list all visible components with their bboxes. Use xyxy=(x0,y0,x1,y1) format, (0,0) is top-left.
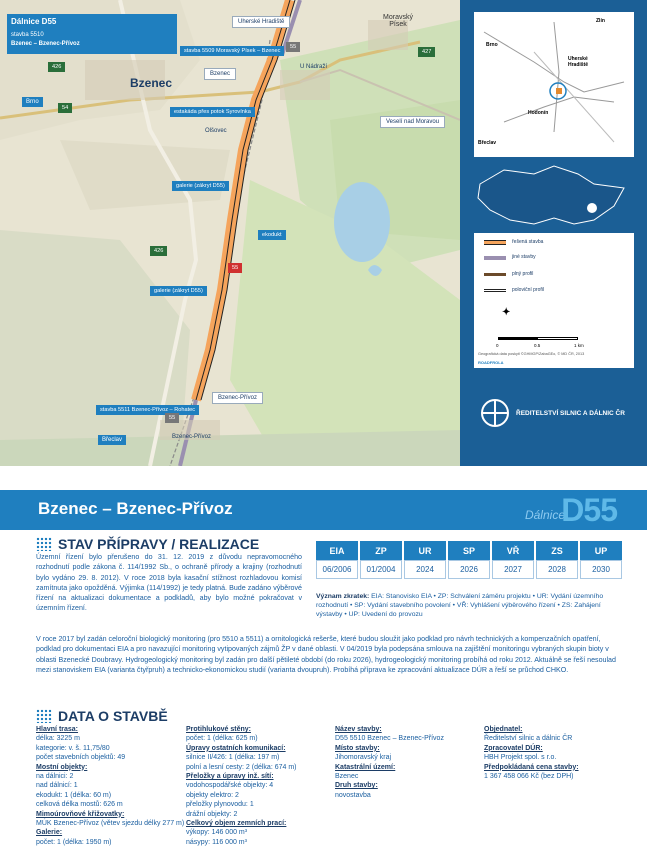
phase-h-6: UP xyxy=(580,541,622,560)
inset-hodonin: Hodonín xyxy=(528,110,549,116)
map-header-sub1: stavba 5510 xyxy=(11,32,44,38)
phase-v-3: 2026 xyxy=(448,560,490,579)
phase-table xyxy=(314,541,624,579)
inset-brno: Brno xyxy=(486,42,498,48)
phase-h-1: ZP xyxy=(360,541,402,560)
town-bzenec: Bzenec xyxy=(130,76,173,90)
c2-l8: výkopy: 146 000 m³ xyxy=(186,829,248,837)
inset-zlin: Zlín xyxy=(596,18,605,24)
phase-v-4: 2027 xyxy=(492,560,534,579)
road-427: 427 xyxy=(418,47,435,57)
legend-2: jiné stavby xyxy=(512,254,536,260)
legend xyxy=(474,233,634,368)
c3-l4: novostavba xyxy=(335,791,371,799)
stav-text-2: V roce 2017 byl zadán celoroční biologický monitoring (pro 5510 a 5511) a ornitologická rešerše, které budou sloužit jako podklad pro návrh technických a kompenzačních opatření, podklad pro dokumentaci EIA a pro navazující monitoring vytipovaných zájmů ŽP v dané oblasti. V 04/2019 byla podepsána smlouva na zajištění monitoringu vybraných skupin bioty v oblasti Bzenecké Doubravy. Hydrogeologický monitoring byl zadán pro další pětileté období (do roku 2026), hydrogeologický monitoring probíhá od roku 2012. Aktuálně se řeší nesoulad mezi stanoviskem EIA (varianta čtyřpruh) a technicko-ekonomickou studií (varianta dvoupruh). Probíhá příprava ke zpracování aktualizace DÚR a řeší se průchod CHKO. xyxy=(36,635,616,674)
c2-h3: Přeložky a úpravy inž. sítí: xyxy=(186,773,274,781)
inset-uh: Uherské Hradiště xyxy=(568,56,589,68)
data-heading-text: DATA O STAVBĚ xyxy=(58,708,168,724)
c1-l6: ekodukt: 1 (délka: 60 m) xyxy=(36,791,112,799)
c2-h2: Úpravy ostatních komunikací: xyxy=(186,744,286,752)
legend-4: poloviční profil xyxy=(512,287,544,293)
road-55a: 55 xyxy=(286,42,300,52)
dalnice-label: Dálnice xyxy=(524,508,565,522)
label-stavba-bottom: stavba 5511 Bzenec-Přívoz – Rohatec xyxy=(96,405,199,415)
c3-h4: Druh stavby: xyxy=(335,782,378,790)
c2-l9: násypy: 116 000 m³ xyxy=(186,838,247,846)
label-ekodukt: ekodukt xyxy=(258,230,286,240)
c1-l4: na dálnici: 2 xyxy=(36,773,74,781)
map-header-box xyxy=(7,14,177,54)
c1-l1: délka: 3225 m xyxy=(36,735,80,743)
rsd-name: ŘEDITELSTVÍ SILNIC A DÁLNIC ČR xyxy=(516,410,625,417)
title-bar xyxy=(0,490,647,530)
c4-l2: HBH Projekt spol. s r.o. xyxy=(484,754,557,762)
town-moravsky: Moravský Písek xyxy=(383,14,413,28)
c1-l3: počet stavebních objektů: 49 xyxy=(36,754,126,762)
c2-l2: silnice II/426: 1 (délka: 197 m) xyxy=(186,754,280,762)
c1-h4: Galerie: xyxy=(36,829,63,837)
label-estakada: estakáda přes potok Syrovínka xyxy=(170,107,255,117)
c2-l5: objekty elektro: 2 xyxy=(186,791,239,799)
data-col-1 xyxy=(36,725,186,847)
label-brno: Brno xyxy=(22,97,43,107)
rsd-logo-icon xyxy=(480,398,510,428)
phase-v-6: 2030 xyxy=(580,560,622,579)
c2-h1: Protihlukové stěny: xyxy=(186,726,251,733)
label-bzenec-privoz: Bzenec-Přívoz xyxy=(172,434,212,440)
czech-outline xyxy=(474,162,634,232)
data-col-3 xyxy=(335,725,485,800)
phase-h-5: ZS xyxy=(536,541,578,560)
inset-breclav: Břeclav xyxy=(478,140,497,146)
c3-l3: Bzenec xyxy=(335,773,359,781)
dots-icon xyxy=(36,709,52,723)
dots-icon xyxy=(36,537,52,551)
page-title: Bzenec – Bzenec-Přívoz xyxy=(38,499,233,518)
road-55b: 55 xyxy=(228,263,242,273)
road-55c: 55 xyxy=(165,413,179,423)
c1-h1: Hlavní trasa: xyxy=(36,726,79,733)
c4-l1: Ředitelství silnic a dálnic ČR xyxy=(484,735,573,743)
label-olsovec: Olšovec xyxy=(205,128,227,134)
c2-l7: drážní objekty: 2 xyxy=(186,810,238,818)
road-number: D55 xyxy=(561,492,617,528)
c2-l3: polní a lesní cesty: 2 (délka: 674 m) xyxy=(186,763,297,771)
inset-map-drawing xyxy=(474,12,634,157)
c1-h3: Mimoúrovňové křižovatky: xyxy=(36,810,125,818)
label-veseli: Veselí nad Moravou xyxy=(380,116,445,128)
stav-heading-text: STAV PŘÍPRAVY / REALIZACE xyxy=(58,536,260,552)
c3-h1: Název stavby: xyxy=(335,726,382,733)
c3-l2: Jihomoravský kraj xyxy=(335,754,392,762)
phase-h-2: UR xyxy=(404,541,446,560)
map-sidebar xyxy=(460,0,647,466)
c2-l1: počet: 1 (délka: 625 m) xyxy=(186,735,258,743)
scale-bar xyxy=(498,337,578,340)
label-breclav: Břeclav xyxy=(98,435,126,445)
label-uherske: Uherské Hradiště xyxy=(232,16,290,28)
exit-bzenec-privoz: Bzenec-Přívoz xyxy=(212,392,263,404)
legend-1: řešená stavba xyxy=(512,239,544,245)
phase-h-3: SP xyxy=(448,541,490,560)
phase-h-0: EIA xyxy=(316,541,358,560)
c4-h2: Zpracovatel DÚR: xyxy=(484,744,543,752)
road-426: 426 xyxy=(48,62,65,72)
c1-l9: počet: 1 (délka: 1950 m) xyxy=(36,838,112,846)
separator-band xyxy=(0,466,647,490)
c1-l2: kategorie: v. š. 11,75/80 xyxy=(36,744,110,752)
c2-l6: přeložky plynovodu: 1 xyxy=(186,801,254,809)
inset-map xyxy=(474,12,634,157)
label-unadrazi: U Nádraží xyxy=(300,64,328,70)
map-source: Geografická data poskytl ©GHMGP/ZabaGEo, © MD ČR, 2013 xyxy=(478,352,585,356)
c4-h3: Předpokládaná cena stavby: xyxy=(484,763,579,771)
label-stavba-top: stavba 5509 Moravský Písek – Bzenec xyxy=(180,46,284,56)
c2-l4: vodohospodářské objekty: 4 xyxy=(186,782,274,790)
c2-h4: Celkový objem zemních prací: xyxy=(186,820,287,828)
abbreviations-text: EIA: Stanovisko EIA • ZP: Schválení záměru projektu • UR: Vydání územního rozhodnutí • SP: Vydání stavebního povolení • VŘ: Vyhlášení výběrového řízení • ZS: Zahájení výstavby • UP: Uvedení do provozu xyxy=(316,593,604,618)
stav-heading xyxy=(36,536,259,552)
project-map xyxy=(0,0,460,466)
abbreviations-label: Význam zkratek: xyxy=(316,593,370,600)
scale-0: 0 xyxy=(496,343,499,348)
map-header-title: Dálnice D55 xyxy=(11,17,57,26)
label-galerie1: galerie (zákryt D55) xyxy=(172,181,229,191)
c1-l8: MÚK Bzenec-Přívoz (větev sjezdu délky 277 m) xyxy=(36,820,185,828)
data-col-2 xyxy=(186,725,336,847)
phase-v-1: 01/2004 xyxy=(360,560,402,579)
data-heading xyxy=(36,708,168,724)
scale-05: 0.5 xyxy=(534,343,541,348)
c1-l5: nad dálnicí: 1 xyxy=(36,782,78,790)
c1-l7: celková délka mostů: 626 m xyxy=(36,801,123,809)
stav-text: Územní řízení bylo přerušeno do 31. 12. 2019 z důvodu nepravomocného rozhodnutí podle zákona č. 114/1992 Sb., o ochraně přírody a krajiny (rozhodnutí bylo vydáno 29. 8. 2012). V roce 2018 byla kasační stížnost rozhladovou komisí zamítnuta jako opožděná. Výjimka (114/1992) je tedy platná. Bude zadáno výběrové řízení na aktualizaci dokumentace a podkladů, aby bylo možné pokračovat v územním řízení. xyxy=(36,553,302,613)
road-54: 54 xyxy=(58,103,72,113)
phase-v-2: 2024 xyxy=(404,560,446,579)
phase-v-5: 2028 xyxy=(536,560,578,579)
compass-icon: ✦ xyxy=(502,307,511,318)
scale-1: 1 km xyxy=(574,343,584,348)
c1-h2: Mostní objekty: xyxy=(36,763,88,771)
exit-bzenec: Bzenec xyxy=(204,68,236,80)
road-426b: 426 xyxy=(150,246,167,256)
c3-h3: Katastrální území: xyxy=(335,763,396,771)
map-header-sub2: Bzenec – Bzenec-Přívoz xyxy=(11,41,80,47)
brand: ROADFROLA xyxy=(478,360,504,365)
c3-l1: D55 5510 Bzenec – Bzenec-Přívoz xyxy=(335,735,444,743)
c4-h1: Objednatel: xyxy=(484,726,523,733)
c3-h2: Místo stavby: xyxy=(335,744,380,752)
data-col-4 xyxy=(484,725,624,781)
abbreviations xyxy=(316,592,616,619)
phase-h-4: VŘ xyxy=(492,541,534,560)
phase-v-0: 06/2006 xyxy=(316,560,358,579)
legend-3: plný profil xyxy=(512,271,534,277)
label-galerie2: galerie (zákryt D55) xyxy=(150,286,207,296)
c4-l3: 1 367 458 066 Kč (bez DPH) xyxy=(484,773,574,781)
